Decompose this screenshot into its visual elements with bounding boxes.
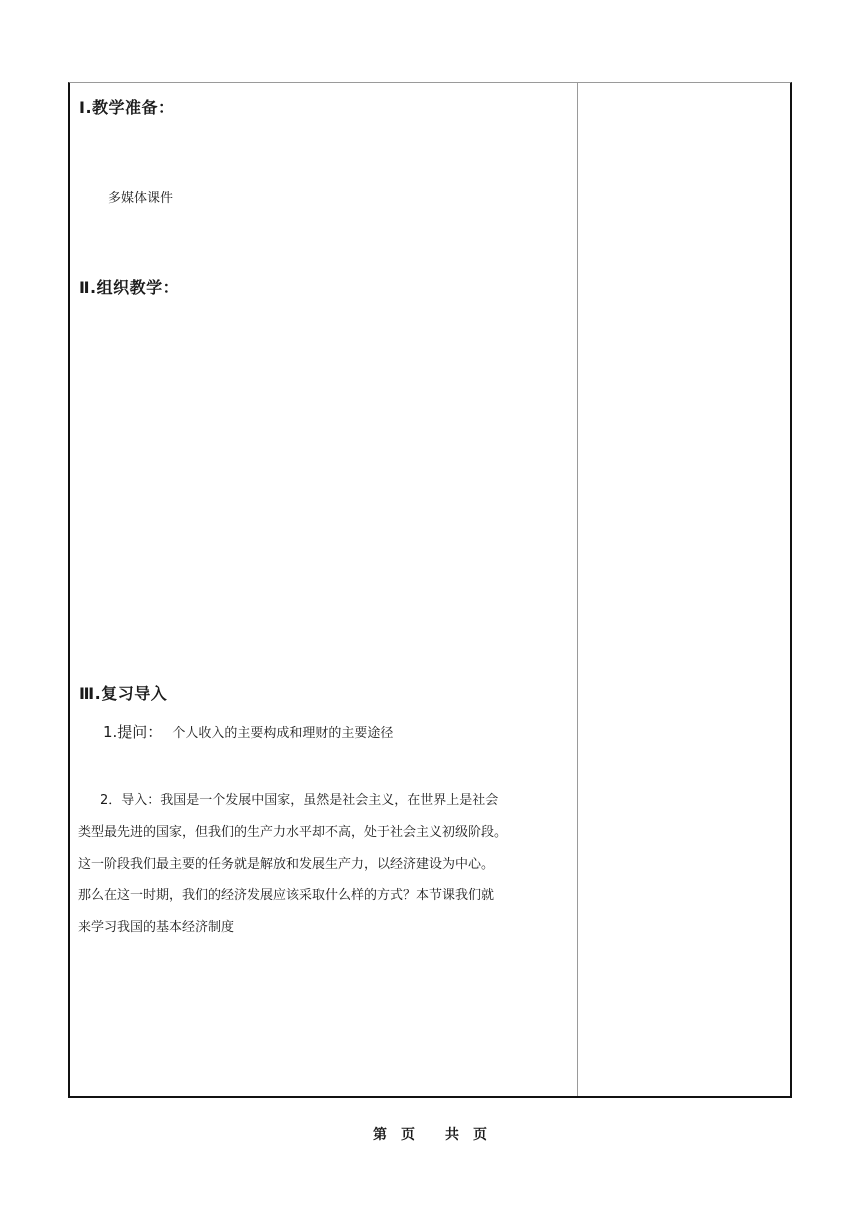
lesson-content-column [70,83,577,1096]
page-unit: 页 [401,1127,415,1143]
question-label: 1.提问： [103,723,163,741]
teaching-preparation-heading: Ⅰ.教学准备： [79,98,175,117]
intro-line: 2．导入：我国是一个发展中国家，虽然是社会主义，在世界上是社会 [100,793,499,808]
page-label: 第 [373,1127,387,1143]
review-intro-heading: Ⅲ.复习导入 [79,684,168,703]
intro-line: 那么在这一时期，我们的经济发展应该采取什么样的方式？本节课我们就 [78,888,495,904]
notes-column [578,83,790,1096]
teaching-preparation-text: 多媒体课件 [108,191,174,206]
question-text: 个人收入的主要构成和理财的主要途径 [172,726,394,741]
organize-teaching-heading: Ⅱ.组织教学： [79,278,180,297]
intro-line: 来学习我国的基本经济制度 [78,920,235,936]
intro-paragraph [78,785,578,944]
intro-line: 类型最先进的国家，但我们的生产力水平却不高，处于社会主义初级阶段。 [78,824,508,840]
total-label: 共 [445,1127,459,1143]
question-line [103,721,393,742]
lesson-plan-table [68,82,792,1098]
page-footer [0,1124,860,1144]
total-unit: 页 [473,1127,487,1143]
intro-line: 这一阶段我们最主要的任务就是解放和发展生产力，以经济建设为中心。 [78,856,495,872]
